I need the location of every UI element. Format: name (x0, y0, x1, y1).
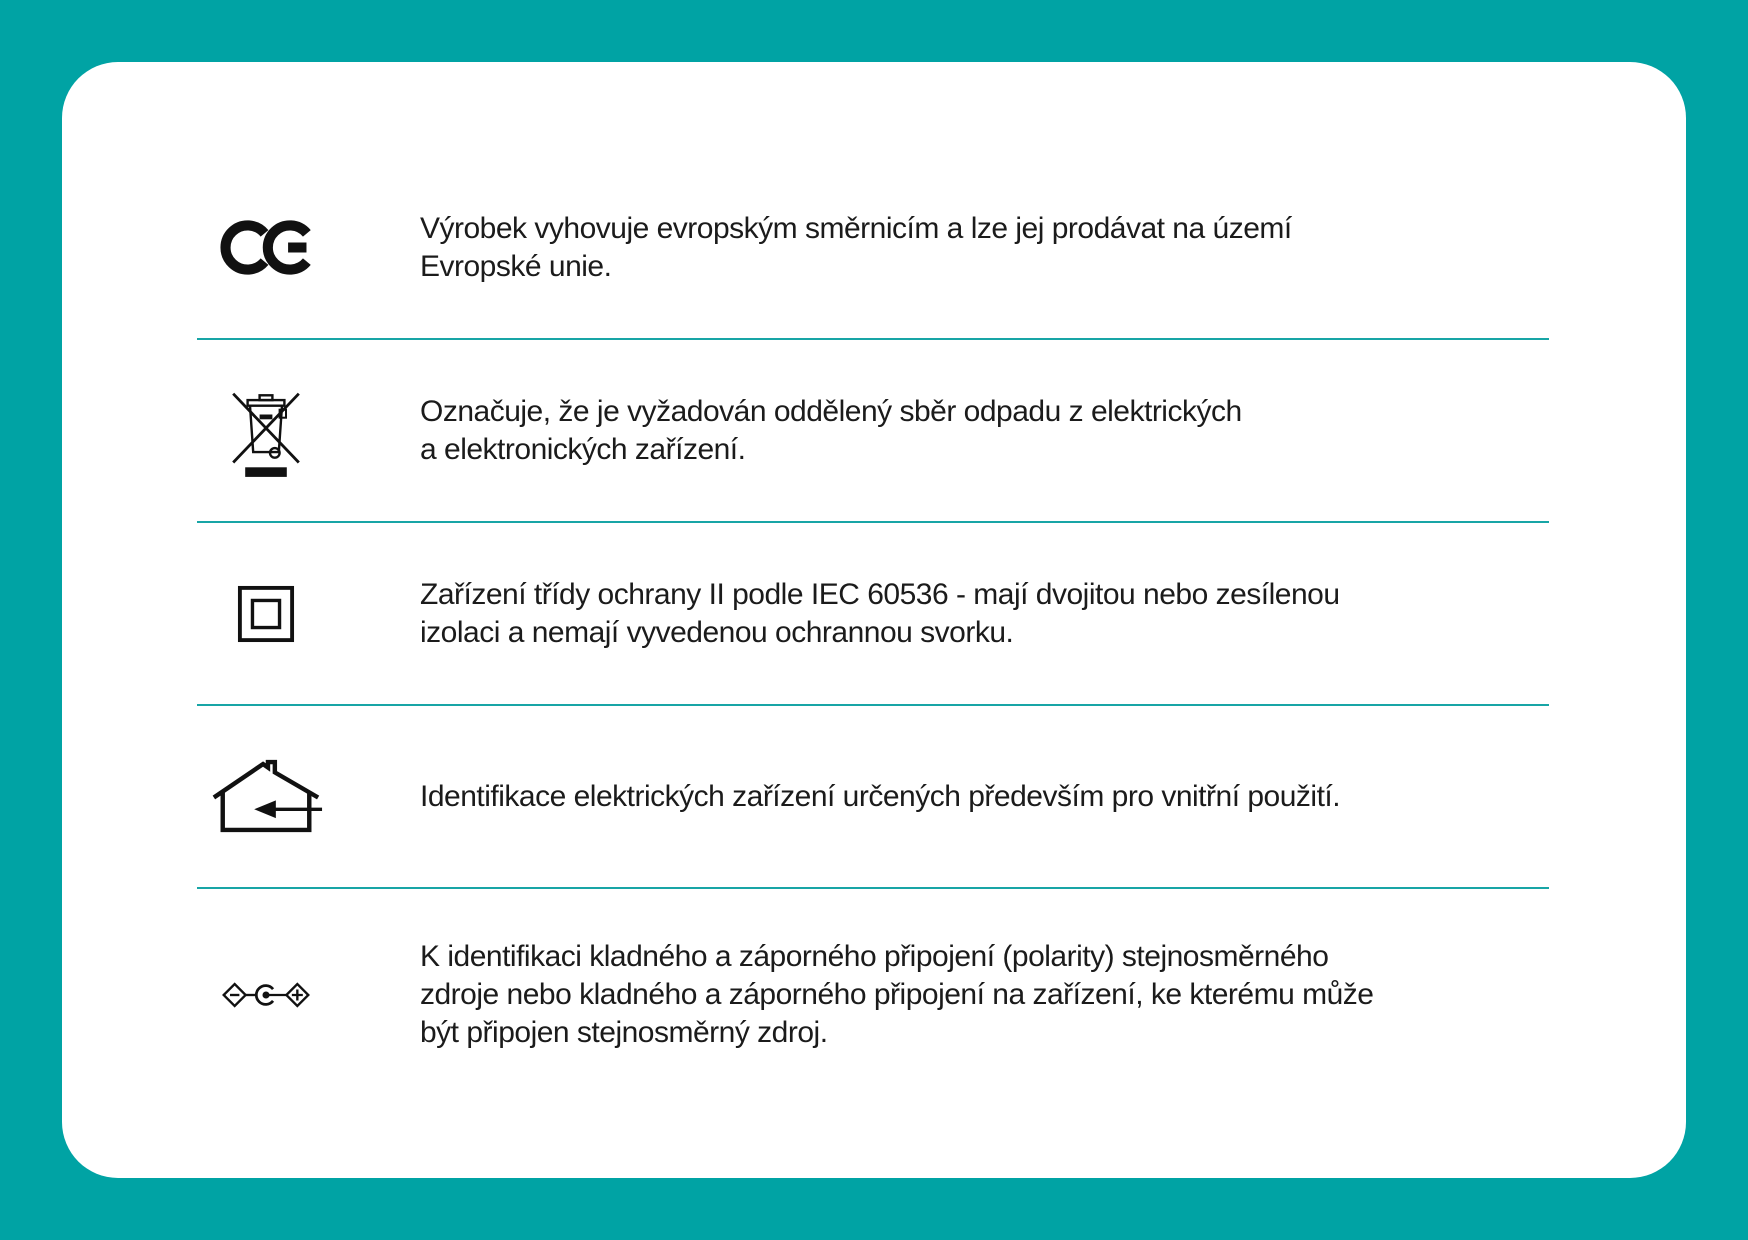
symbol-description (420, 210, 1292, 286)
content-card (62, 62, 1686, 1178)
symbol-description-line: Označuje, že je vyžadován oddělený sběr odpadu z elektrických (420, 394, 1242, 428)
symbol-description-line: a elektronických zařízení. (420, 432, 746, 466)
symbol-row-dc-polarity (62, 889, 1686, 1101)
symbol-description (420, 393, 1242, 469)
symbol-description (420, 778, 1340, 816)
indoor-use-house-icon (192, 757, 340, 836)
symbol-row-indoor-use (62, 706, 1686, 887)
symbol-row-weee (62, 340, 1686, 521)
symbol-description (420, 938, 1373, 1052)
symbol-row-ce (62, 157, 1686, 338)
symbol-row-class-ii (62, 523, 1686, 704)
symbol-description-line: zdroje nebo kladného a záporného připojení na zařízení, ke kterému může (420, 978, 1374, 1011)
symbol-description (420, 576, 1340, 652)
dc-polarity-icon (192, 979, 340, 1011)
ce-mark-icon (192, 218, 340, 277)
symbol-description-line: být připojen stejnosměrný zdroj. (420, 1016, 828, 1049)
symbol-description-line: Výrobek vyhovuje evropským směrnicím a lze jej prodávat na území (420, 211, 1292, 245)
symbol-description-line: Evropské unie. (420, 249, 612, 283)
symbol-description-line: izolaci a nemají vyvedenou ochrannou svorku. (420, 615, 1014, 649)
symbol-description-line: K identifikaci kladného a záporného připojení (polarity) stejnosměrného (420, 940, 1329, 973)
class-ii-double-square-icon (192, 585, 340, 643)
weee-crossed-bin-icon (192, 384, 340, 477)
symbol-description-line: Identifikace elektrických zařízení určených především pro vnitřní použití. (420, 779, 1341, 813)
symbol-description-line: Zařízení třídy ochrany II podle IEC 60536 - mají dvojitou nebo zesílenou (420, 577, 1340, 611)
